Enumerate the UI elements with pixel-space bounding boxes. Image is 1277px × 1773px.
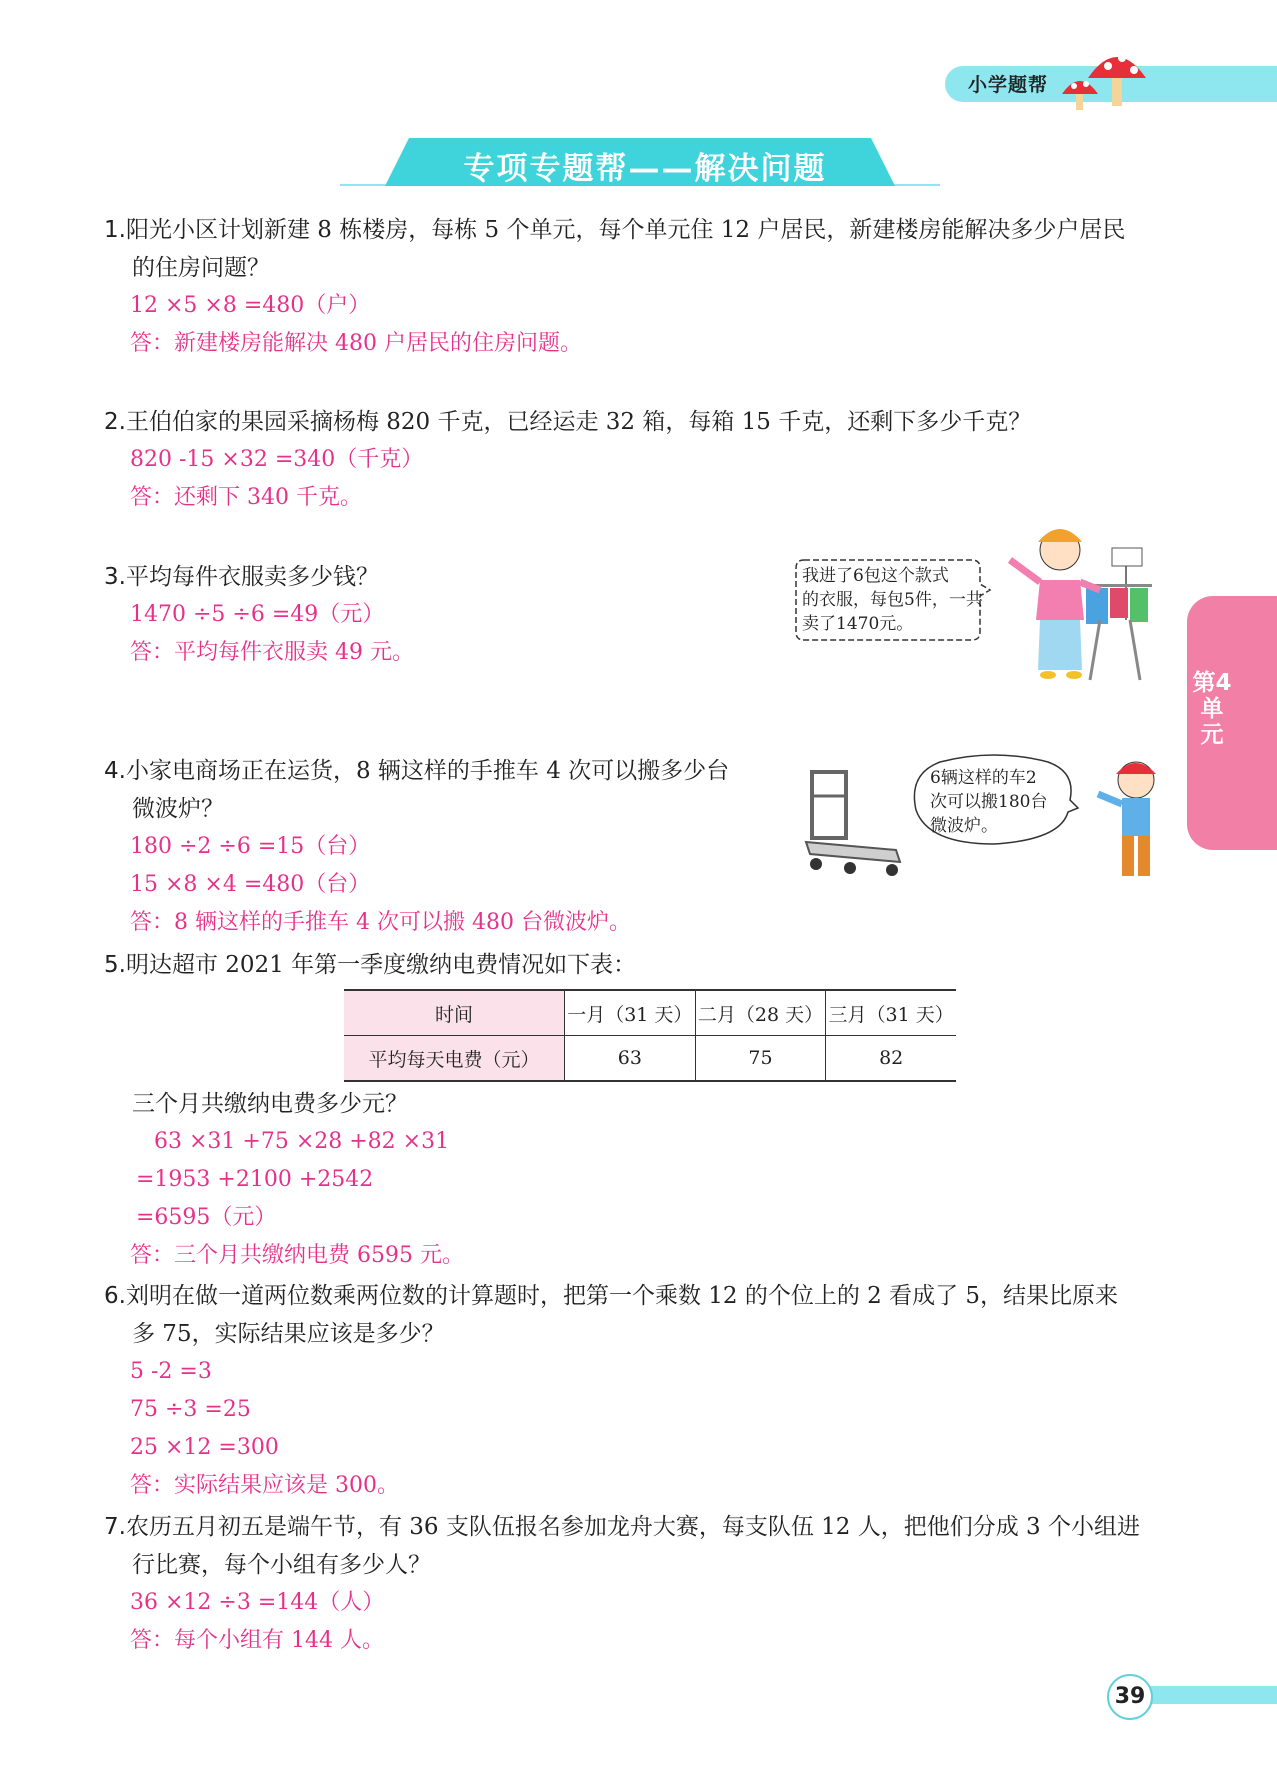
brand-label: 小学题帮 [968,74,1049,96]
answer-5: 63 ×31 +75 ×28 +82 ×31 =1953 +2100 +2542 =6595（元） 答：三个月共缴纳电费 6595 元。 [130,1129,464,1268]
problem-3: 3.平均每件衣服卖多少钱？ [104,564,379,590]
table-header-cell: 二月（28 天） [695,990,826,1036]
table-cell: 75 [695,1036,826,1082]
table-header-row [344,990,956,1036]
answer-3: 1470 ÷5 ÷6 =49（元） 答：平均每件衣服卖 49 元。 [130,602,414,665]
problem-5-question: 三个月共缴纳电费多少元？ [132,1091,408,1117]
shopkeeper-girl-illustration [990,520,1170,690]
problem-1: 1.阳光小区计划新建 8 栋楼房，每栋 5 个单元，每个单元住 12 户居民，新建楼房能解决多少户居民 的住房问题？ [104,217,1126,281]
electricity-fee-table [344,989,956,1082]
table-cell: 82 [826,1036,956,1082]
answer-4: 180 ÷2 ÷6 =15（台） 15 ×8 ×4 =480（台） 答：8 辆这样的手推车 4 次可以搬 480 台微波炉。 [130,834,631,935]
bubble-text-4: 6辆这样的车2 次可以搬180台 微波炉。 [930,768,1048,836]
unit-side-label: 第4单元 [1192,670,1232,748]
problem-2: 2.王伯伯家的果园采摘杨梅 820 千克，已经运走 32 箱，每箱 15 千克，还剩下多少千克？ [104,409,1032,435]
page-title: 专项专题帮——解决问题 [463,151,827,187]
table-header-cell: 时间 [344,990,565,1036]
page-number-bar [1140,1686,1277,1704]
problem-5: 5.明达超市 2021 年第一季度缴纳电费情况如下表： [104,952,637,978]
answer-1: 12 ×5 ×8 =480（户） 答：新建楼房能解决 480 户居民的住房问题。 [130,293,582,356]
hand-truck-illustration [800,766,910,876]
table-row [344,1036,956,1082]
answer-6: 5 -2 =3 75 ÷3 =25 25 ×12 =300 答：实际结果应该是 300。 [130,1359,399,1498]
mushroom-icon [1060,44,1150,116]
bubble-text-3: 我进了6包这个款式 的衣服，每包5件，一共 卖了1470元。 [802,566,983,634]
boy-illustration [1090,754,1170,884]
table-header-cell: 三月（31 天） [826,990,956,1036]
problem-6: 6.刘明在做一道两位数乘两位数的计算题时，把第一个乘数 12 的个位上的 2 看成了 5，结果比原来 多 75，实际结果应该是多少？ [104,1283,1119,1347]
answer-2: 820 -15 ×32 =340（千克） 答：还剩下 340 千克。 [130,447,424,510]
table-cell: 平均每天电费（元） [344,1036,565,1082]
answer-7: 36 ×12 ÷3 =144（人） 答：每个小组有 144 人。 [130,1590,385,1653]
problem-4: 4.小家电商场正在运货，8 辆这样的手推车 4 次可以搬多少台 微波炉？ [104,758,730,822]
page-number: 39 [1107,1674,1153,1720]
table-header-cell: 一月（31 天） [565,990,696,1036]
problem-7: 7.农历五月初五是端午节，有 36 支队伍报名参加龙舟大赛，每支队伍 12 人，把他们分成 3 个小组进 行比赛，每个小组有多少人？ [104,1514,1140,1578]
table-cell: 63 [565,1036,696,1082]
